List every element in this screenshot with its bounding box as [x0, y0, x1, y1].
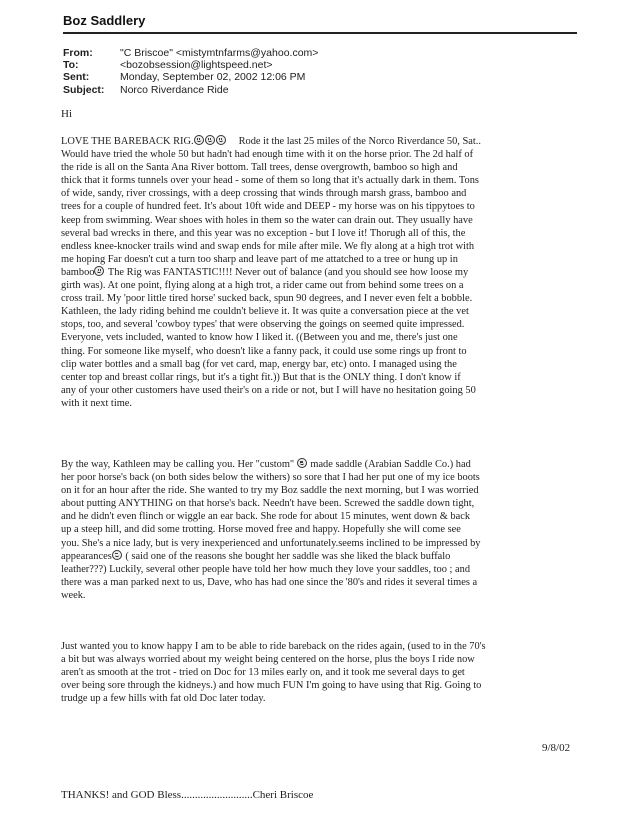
body-line: Kathleen, the lady riding behind me couldn't believe it. It was quite a conversation piece at the vet — [61, 306, 469, 318]
body-line: girth was). At one point, flying along at a high trot, a rider came out from behind some trees on a — [61, 280, 464, 292]
sent-row — [63, 71, 318, 83]
body-line: you. She's a nice lady, but is very inexperienced and unfortunately.seems inclined to be impressed by — [61, 537, 481, 549]
body-line: trees for a couple of hundred feet. It's about 10ft wide and DEEP - my horse was on his tippytoes to — [61, 201, 475, 213]
paragraph-2 — [61, 458, 575, 602]
body-text: appearances — [61, 550, 112, 562]
greeting: Hi — [61, 108, 72, 120]
body-line: Everyone, vets included, wanted to know how I liked it. ((Between you and me, there's just one — [61, 332, 458, 344]
body-line: center top and breast collar rings, but it's a tight fit.)) But that is the ONLY thing. I don't know if — [61, 371, 461, 383]
body-line: week. — [61, 589, 86, 601]
body-line: Would have tried the whole 50 but hadn't had enough time with it on the horse prior. The 2d half of — [61, 149, 474, 161]
body-line — [61, 458, 575, 471]
body-line: over being sore through the kidneys.) and how much FUN I'm going to have using that Rig. Going to — [61, 680, 482, 692]
paragraph-3 — [61, 640, 575, 705]
to-row — [63, 59, 318, 71]
smiley-icon — [194, 135, 204, 145]
body-line: about putting ANYTHING on that horse's back. Needn't have been. Screwed the saddle down tight, — [61, 498, 475, 510]
paragraph-1 — [61, 135, 575, 410]
body-line: Just wanted you to know happy I am to be able to ride bareback on the rides again, (used to in the 70's — [61, 641, 486, 652]
email-header — [63, 47, 318, 96]
body-line: leather???) Luckily, several other people have told her how much they love your saddles, too ; and — [61, 563, 471, 575]
closing-signature: THANKS! and GOD Bless..........................Cheri Briscoe — [61, 789, 314, 801]
body-text: bamboo — [61, 266, 95, 278]
body-line: cross trail. My 'poor little tired horse' sucked back, spun 90 degrees, and I never even felt a bobble. — [61, 293, 473, 305]
sent-value: Monday, September 02, 2002 12:06 PM — [120, 71, 306, 84]
body-line: of wide, sandy, river crossings, with a deep crossing that winds through marsh grass, bamboo and — [61, 188, 467, 200]
body-line: clip water bottles and a small bag (for vet card, map, energy bar, etc) onto. I managed using the — [61, 358, 457, 370]
body-line: with it next time. — [61, 397, 132, 409]
subject-row — [63, 84, 318, 96]
subject-label: Subject: — [63, 83, 105, 96]
body-line — [61, 550, 575, 563]
body-line: trudge up a few hills with fat old Doc later today. — [61, 693, 266, 705]
body-line: thick that it forms tunnels over your head - some of them so long that it's actually dark in them. Tons — [61, 175, 479, 187]
body-line: keep from swimming. Wear shoes with holes in them so the water can drain out. They usually have — [61, 214, 473, 226]
smiley-icon — [216, 135, 226, 145]
body-line: stops, too, and several 'cowboy types' that were observing the goings on seemed quite impressed. — [61, 319, 465, 331]
body-text: ( said one of the reasons she bought her saddle was she liked the black buffalo — [122, 550, 451, 562]
body-line: the ride is all on the Santa Ana River bottom. Tall trees, dense overgrowth, bamboo so high and — [61, 162, 458, 174]
body-line: and he didn't even flinch or wiggle an ear back. She rode for about 15 minutes, went down & back — [61, 511, 471, 523]
from-label: From: — [63, 47, 93, 59]
to-label: To: — [63, 59, 79, 72]
body-line: there was a man parked next to us, Dave, who has had one since the '80's and rides it several times a — [61, 576, 478, 588]
body-line: any of your other customers have used their's on a ride or not, but I will have no hesitation going 50 — [61, 384, 476, 396]
body-line: up a steep hill, and did some trotting. Horse moved free and happy. Hopefully she will come see — [61, 524, 461, 536]
body-line: a bit but was always worried about my weight being centered on the horse, plus the boys I ride now — [61, 654, 475, 666]
body-line: on it for an hour after the ride. She wanted to try my Boz saddle the next morning, but I was worried — [61, 485, 479, 497]
subject-value: Norco Riverdance Ride — [120, 83, 229, 96]
handwritten-date: 9/8/02 — [542, 742, 571, 754]
rolling-eyes-smiley-icon — [297, 458, 307, 468]
body-line: me hoping Far doesn't cut a turn too sharp and leave part of me attatched to a tree or hung up in — [61, 253, 458, 265]
body-line — [61, 266, 575, 279]
smiley-icon — [205, 135, 215, 145]
body-line — [61, 135, 575, 148]
header-divider — [63, 32, 577, 34]
body-text: By the way, Kathleen may be calling you. Her "custom" — [61, 459, 297, 470]
embarrassed-smiley-icon — [112, 550, 122, 560]
body-text: The Rig was FANTASTIC!!!! Never out of balance (and you should see how loose my — [105, 266, 469, 278]
body-text: made saddle (Arabian Saddle Co.) had — [307, 459, 471, 470]
from-value: "C Briscoe" <mistymtnfarms@yahoo.com> — [120, 47, 319, 59]
to-value: <bozobsession@lightspeed.net> — [120, 59, 273, 72]
body-line: thing. For someone like myself, who doesn't like a fanny pack, it could use some rings up front to — [61, 345, 467, 357]
company-name: Boz Saddlery — [63, 13, 146, 28]
surprised-smiley-icon — [94, 266, 104, 276]
body-text: Rode it the last 25 miles of the Norco Riverdance 50, Sat.. — [238, 136, 481, 147]
body-line: her poor horse's back (on both sides below the withers) so sore that I had her put one of my ice boots — [61, 472, 480, 484]
body-line: endless knee-knocker trails wind and swap ends for mile after mile. We fly along at a high trot with — [61, 240, 475, 252]
from-row — [63, 47, 318, 59]
sent-label: Sent: — [63, 71, 90, 84]
body-line: several bad wrecks in there, and this year was no exception - but I love it! Thorugh all of this, the — [61, 227, 466, 239]
body-line: aren't as smooth at the trot - tried on Doc for 13 miles early on, and it took me several days to get — [61, 667, 465, 679]
body-text: LOVE THE BAREBACK RIG. — [61, 136, 194, 147]
